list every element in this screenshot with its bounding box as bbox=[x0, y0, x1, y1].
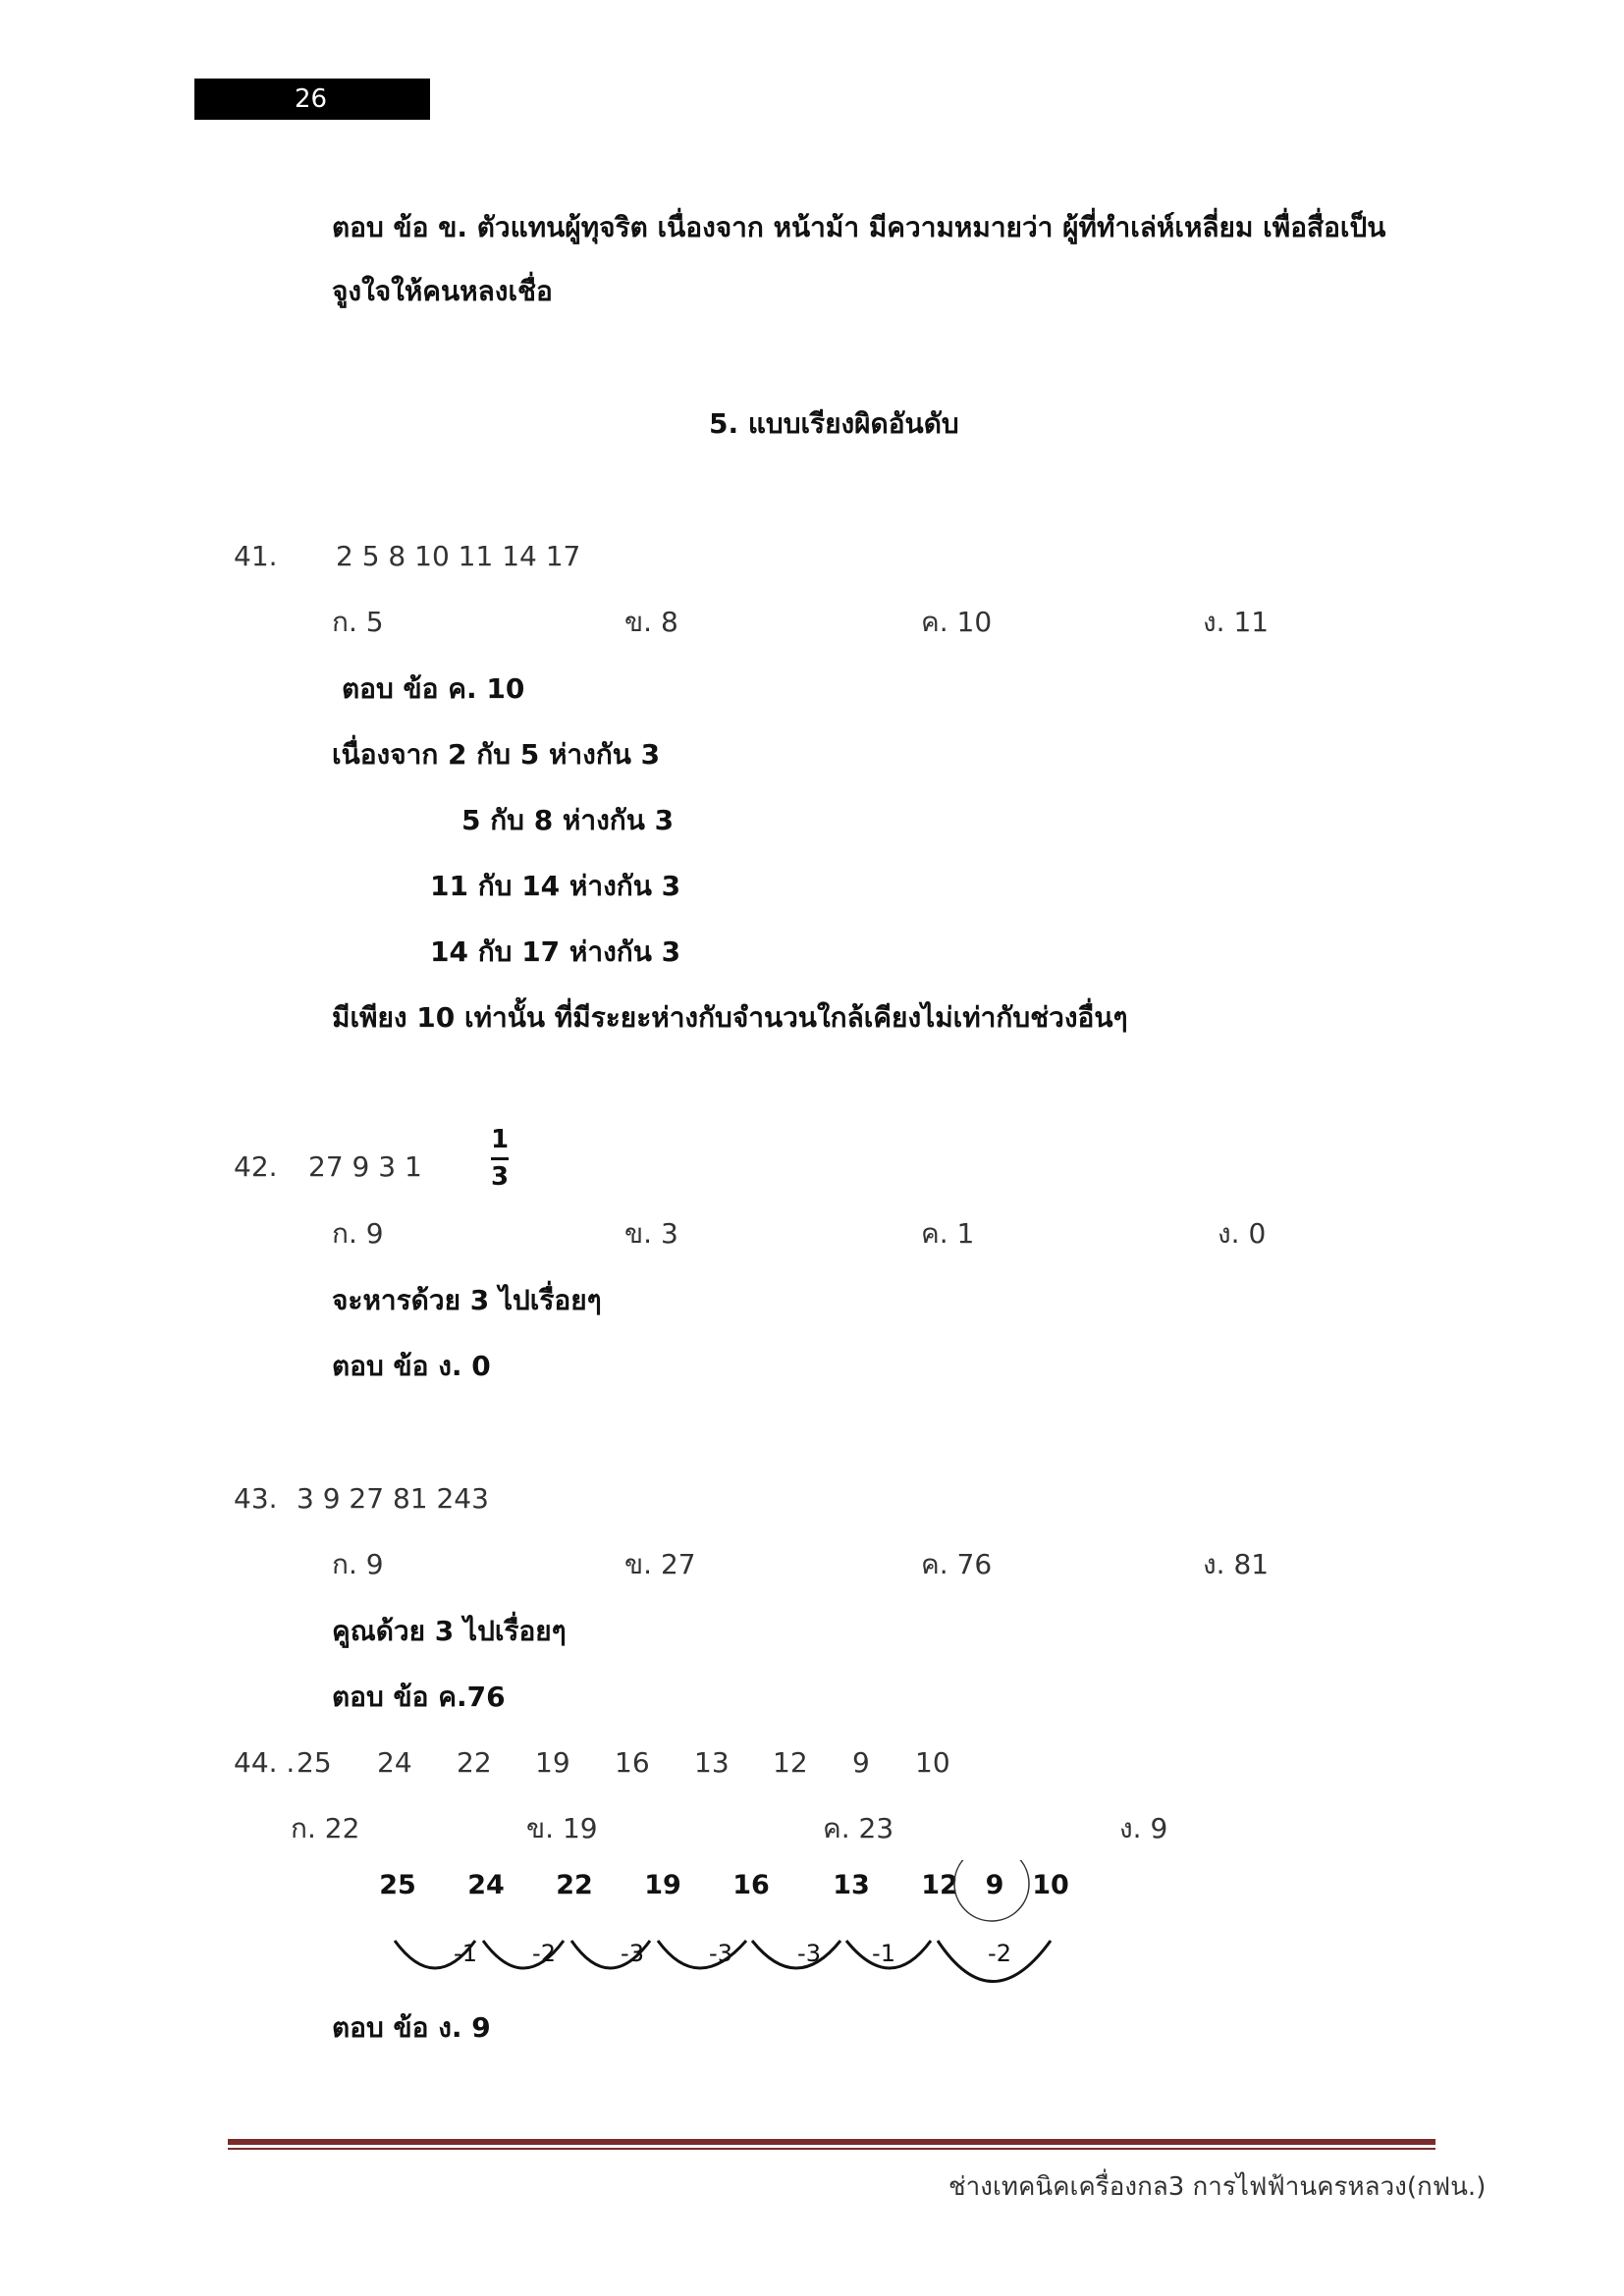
q43-choice-b: ข. 27 bbox=[624, 1548, 696, 1580]
q44-seq-1: 24 bbox=[377, 1746, 412, 1779]
page-number: 26 bbox=[295, 84, 328, 114]
diagram-number: 10 bbox=[1032, 1870, 1069, 1900]
q44-seq-4: 16 bbox=[615, 1746, 650, 1779]
q44-answer: ตอบ ข้อ ง. 9 bbox=[332, 2011, 491, 2044]
diagram-number-circled: 9 bbox=[985, 1870, 1004, 1900]
q44-choice-a: ก. 22 bbox=[291, 1812, 360, 1844]
diagram-number: 16 bbox=[732, 1870, 770, 1900]
q44-choice-b: ข. 19 bbox=[526, 1812, 598, 1844]
q41-explanation-1: เนื่องจาก 2 กับ 5 ห่างกัน 3 bbox=[332, 738, 661, 771]
q42-choice-a: ก. 9 bbox=[332, 1217, 384, 1250]
diagram-number: 13 bbox=[833, 1870, 870, 1900]
arc bbox=[752, 1941, 840, 1968]
q41-explanation-3: 11 กับ 14 ห่างกัน 3 bbox=[430, 870, 681, 902]
q42-explanation: จะหารด้วย 3 ไปเรื่อยๆ bbox=[332, 1284, 602, 1316]
diagram-diff: -3 bbox=[709, 1940, 732, 1967]
q44-seq-5: 13 bbox=[694, 1746, 730, 1779]
q41-choice-d: ง. 11 bbox=[1203, 606, 1270, 638]
q42-choice-c: ค. 1 bbox=[921, 1217, 975, 1250]
q43-choice-c: ค. 76 bbox=[921, 1548, 993, 1580]
q43-answer: ตอบ ข้อ ค.76 bbox=[332, 1681, 506, 1713]
q43-number: 43. bbox=[234, 1482, 278, 1515]
diagram-diff: -1 bbox=[454, 1940, 477, 1967]
q42-answer: ตอบ ข้อ ง. 0 bbox=[332, 1350, 491, 1382]
q43-explanation: คูณด้วย 3 ไปเรื่อยๆ bbox=[332, 1615, 567, 1647]
q44-number: 44. . bbox=[234, 1746, 296, 1779]
arc bbox=[658, 1941, 746, 1968]
section-title: 5. แบบเรียงผิดอันดับ bbox=[709, 407, 959, 440]
q41-sequence: 2 5 8 10 11 14 17 bbox=[336, 540, 581, 572]
q44-choice-d: ง. 9 bbox=[1119, 1812, 1168, 1844]
q41-conclusion: มีเพียง 10 เท่านั้น ที่มีระยะห่างกับจำนวนใกล้เคียงไม่เท่ากับช่วงอื่นๆ bbox=[332, 1001, 1128, 1034]
q43-choice-d: ง. 81 bbox=[1203, 1548, 1270, 1580]
diagram-diff: -3 bbox=[621, 1940, 644, 1967]
diagram-diff: -2 bbox=[532, 1940, 556, 1967]
diagram-diff: -1 bbox=[872, 1940, 895, 1967]
q41-choice-a: ก. 5 bbox=[332, 606, 384, 638]
q44-seq-7: 9 bbox=[852, 1746, 870, 1779]
diagram-number: 22 bbox=[556, 1870, 593, 1900]
q44-seq-8: 10 bbox=[915, 1746, 950, 1779]
q41-choice-b: ข. 8 bbox=[624, 606, 678, 638]
q44-choice-c: ค. 23 bbox=[823, 1812, 894, 1844]
q42-fraction-denominator: 3 bbox=[491, 1161, 510, 1192]
q44-seq-6: 12 bbox=[773, 1746, 808, 1779]
q44-seq-3: 19 bbox=[535, 1746, 570, 1779]
q42-choice-b: ข. 3 bbox=[624, 1217, 678, 1250]
diagram-diff: -2 bbox=[988, 1940, 1011, 1967]
diagram-number: 25 bbox=[379, 1870, 416, 1900]
q41-explanation-4: 14 กับ 17 ห่างกัน 3 bbox=[430, 935, 681, 968]
q44-difference-diagram bbox=[373, 1860, 1080, 2007]
diagram-number: 24 bbox=[467, 1870, 505, 1900]
q41-explanation-2: 5 กับ 8 ห่างกัน 3 bbox=[461, 804, 675, 836]
q41-answer: ตอบ ข้อ ค. 10 bbox=[342, 672, 525, 705]
diagram-number: 12 bbox=[921, 1870, 958, 1900]
diagram-diff: -3 bbox=[797, 1940, 821, 1967]
q41-number: 41. bbox=[234, 540, 278, 572]
q42-choice-d: ง. 0 bbox=[1218, 1217, 1267, 1250]
footer-rule-thin bbox=[228, 2148, 1435, 2150]
q44-seq-2: 22 bbox=[457, 1746, 492, 1779]
footer-text: ช่างเทคนิคเครื่องกล3 การไฟฟ้านครหลวง(กฟน.) bbox=[948, 2172, 1487, 2202]
diagram-number: 19 bbox=[644, 1870, 681, 1900]
q43-sequence: 3 9 27 81 243 bbox=[297, 1482, 489, 1515]
prev-answer-line-1: ตอบ ข้อ ข. ตัวแทนผู้ทุจริต เนื่องจาก หน้าม้า มีความหมายว่า ผู้ที่ทำเล่ห์เหลี่ยม เพื่อสื่อเป็น bbox=[332, 211, 1386, 243]
q41-choice-c: ค. 10 bbox=[921, 606, 993, 638]
q44-seq-0: 25 bbox=[297, 1746, 332, 1779]
footer-rule bbox=[228, 2139, 1435, 2145]
q42-number: 42. bbox=[234, 1150, 278, 1183]
q42-fraction bbox=[491, 1126, 509, 1191]
q42-sequence: 27 9 3 1 bbox=[308, 1150, 422, 1183]
q42-fraction-numerator: 1 bbox=[491, 1125, 510, 1154]
prev-answer-line-2: จูงใจให้คนหลงเชื่อ bbox=[332, 275, 553, 307]
q43-choice-a: ก. 9 bbox=[332, 1548, 384, 1580]
